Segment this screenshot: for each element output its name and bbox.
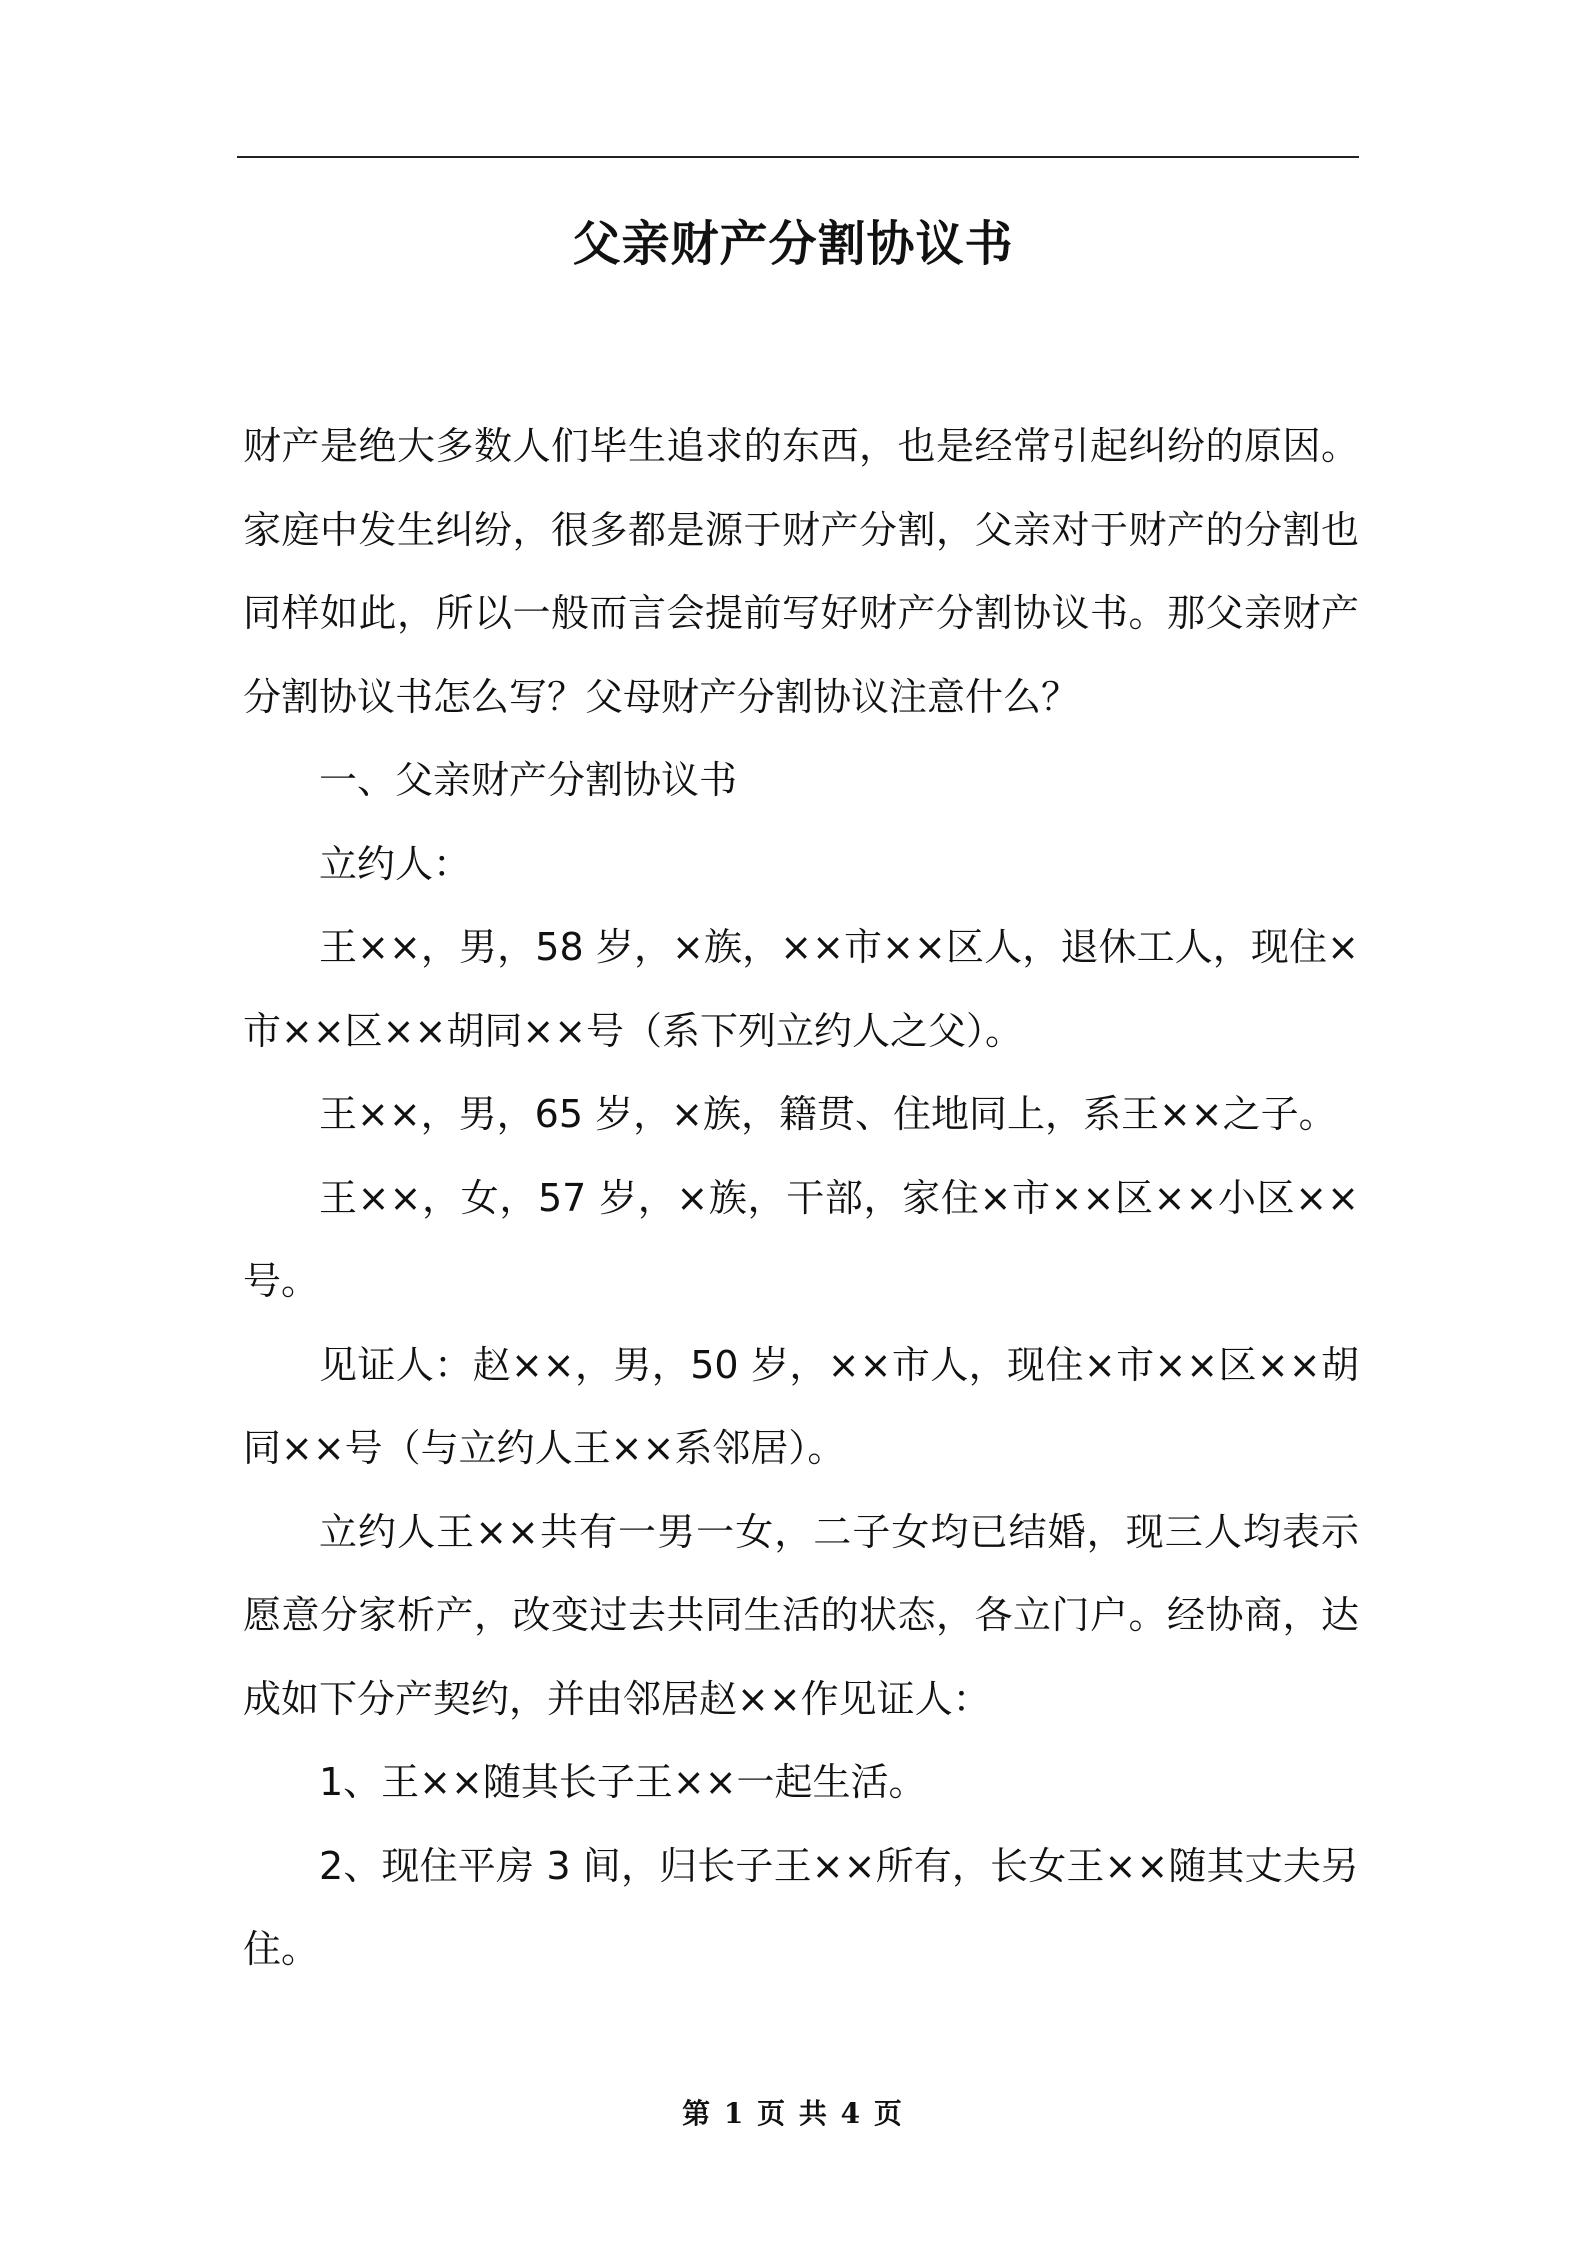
party-father: 王××，男，58 岁，×族，××市××区人，退休工人，现住×市××区××胡同××号（系下列立约人之父）。 [243, 925, 1359, 1053]
header-rule [237, 156, 1359, 158]
page-number: 第 1 页 共 4 页 [682, 2097, 904, 2130]
party-son: 王××，男，65 岁，×族，籍贯、住地同上，系王××之子。 [319, 1092, 1337, 1136]
document-body [243, 405, 1359, 1992]
clause-1: 1、王××随其长子王××一起生活。 [319, 1760, 927, 1804]
section-heading: 一、父亲财产分割协议书 [319, 758, 738, 802]
intro-paragraph: 财产是绝大多数人们毕生追求的东西，也是经常引起纠纷的原因。家庭中发生纠纷，很多都是源于财产分割，父亲对于财产的分割也同样如此，所以一般而言会提前写好财产分割协议书。那父亲财产分割协议书怎么写？父母财产分割协议注意什么？ [243, 424, 1359, 719]
document-title: 父亲财产分割协议书 [572, 216, 1014, 272]
agreement-paragraph: 立约人王××共有一男一女，二子女均已结婚，现三人均表示愿意分家析产，改变过去共同生活的状态，各立门户。经协商，达成如下分产契约，并由邻居赵××作见证人： [243, 1509, 1359, 1721]
witness-paragraph: 见证人：赵××，男，50 岁，××市人，现住×市××区××胡同××号（与立约人王××系邻居）。 [243, 1342, 1359, 1470]
party-daughter: 王××，女，57 岁，×族，干部，家住×市××区××小区××号。 [243, 1175, 1359, 1303]
clause-2: 2、现住平房 3 间，归长子王××所有，长女王××随其丈夫另住。 [243, 1843, 1359, 1971]
parties-label: 立约人： [319, 841, 472, 886]
